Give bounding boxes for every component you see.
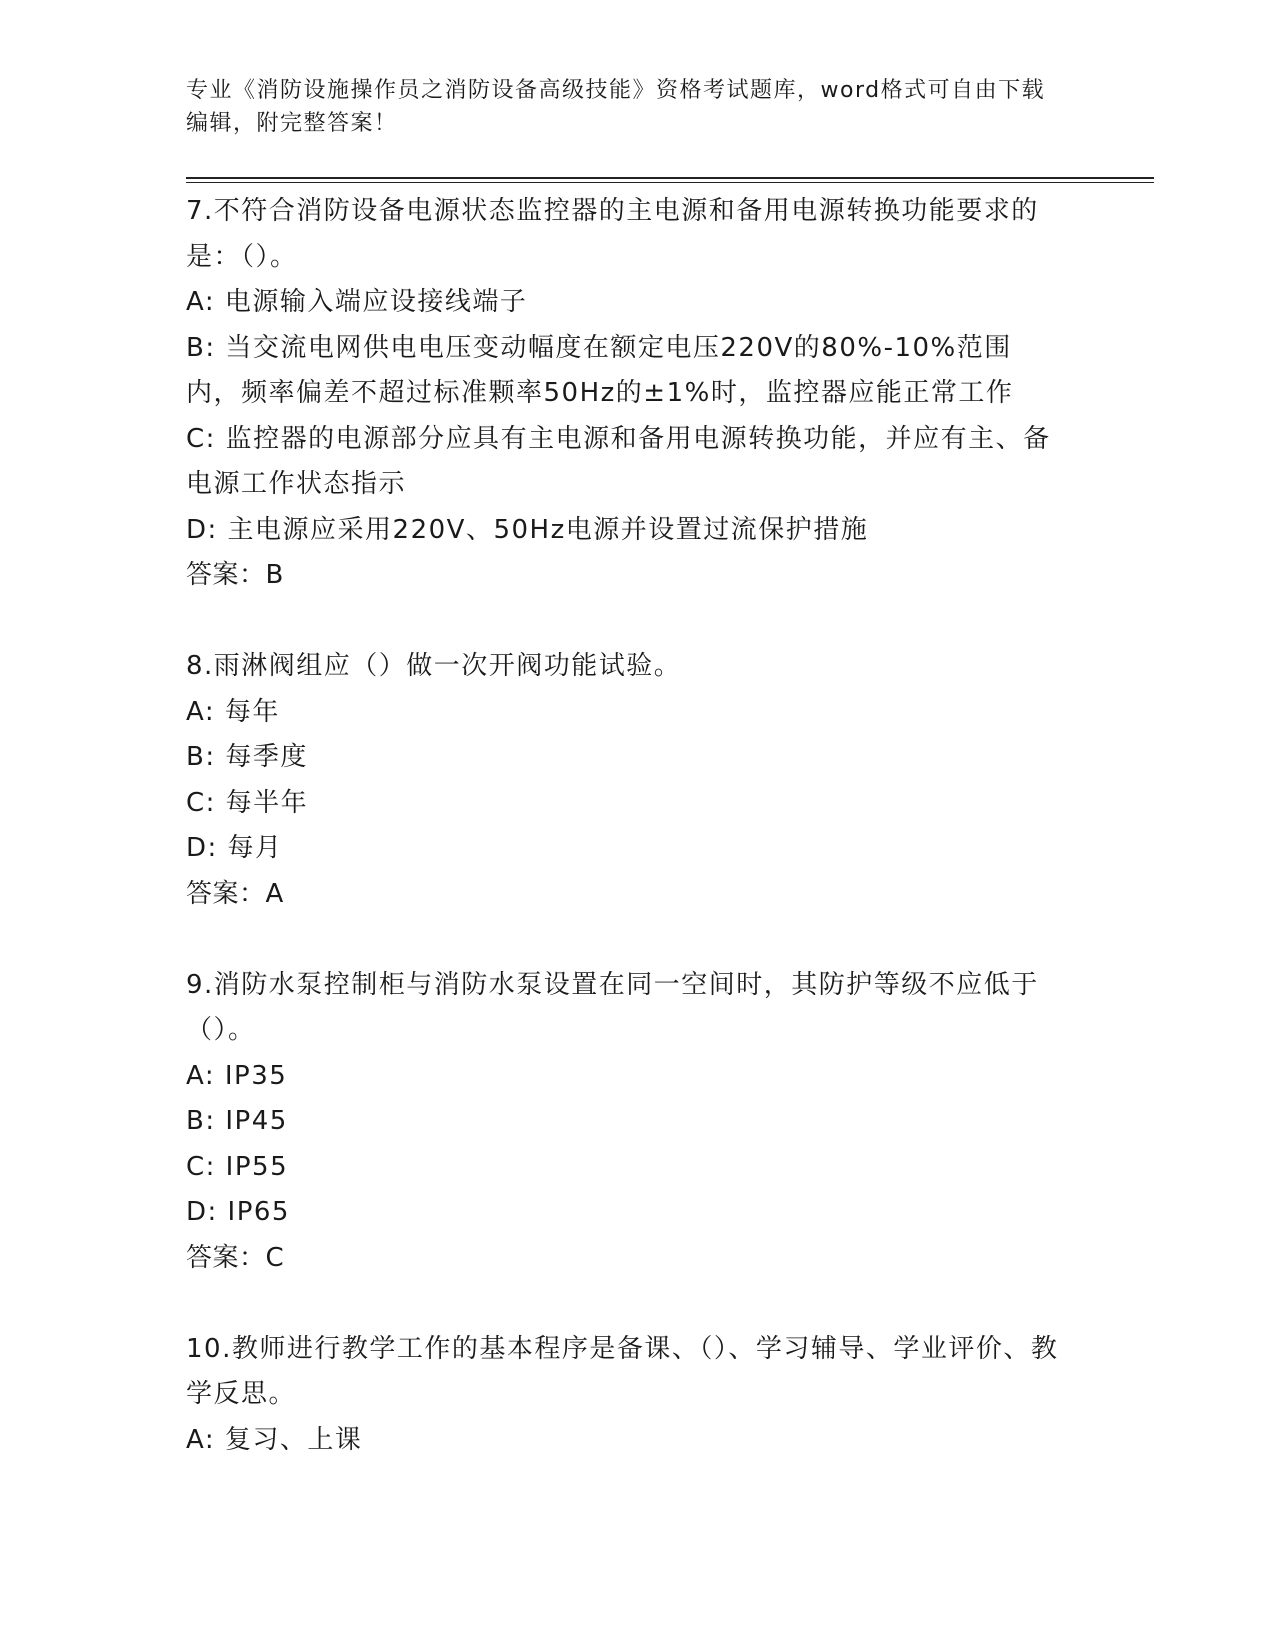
question-stem: 9.消防水泵控制柜与消防水泵设置在同一空间时，其防护等级不应低于（）。 — [186, 969, 1039, 1045]
option-c: C: IP55 — [186, 1151, 289, 1182]
option-a: A: IP35 — [186, 1060, 288, 1091]
option-c: C: 每半年 — [186, 787, 309, 818]
question-stem: 10.教师进行教学工作的基本程序是备课、（）、学习辅导、学业评价、教学反思。 — [186, 1333, 1059, 1409]
option-b: B: 当交流电网供电电压变动幅度在额定电压220V的80%-10%范围内，频率偏差不超过标准颗率50Hz的±1%时，监控器应能正常工作 — [186, 332, 1014, 408]
header-divider-thin — [186, 182, 1154, 183]
option-d: D: 每月 — [186, 833, 283, 863]
option-a: A: 每年 — [186, 696, 280, 727]
question-9 — [186, 963, 1066, 1282]
document-header: 专业《消防设施操作员之消防设备高级技能》资格考试题库，word格式可自由下载编辑，附完整答案！ — [186, 78, 1046, 136]
option-b: B: 每季度 — [186, 742, 308, 772]
answer: 答案：C — [186, 1242, 285, 1273]
question-8 — [186, 644, 1066, 917]
option-c: C: 监控器的电源部分应具有主电源和备用电源转换功能，并应有主、备电源工作状态指示 — [186, 423, 1051, 499]
option-d: D: 主电源应采用220V、50Hz电源并设置过流保护措施 — [186, 514, 869, 545]
option-a: A: 复习、上课 — [186, 1424, 363, 1455]
question-list — [186, 189, 1066, 1463]
question-7 — [186, 189, 1066, 599]
option-a: A: 电源输入端应设接线端子 — [186, 287, 528, 317]
option-b: B: IP45 — [186, 1106, 288, 1136]
question-stem: 7.不符合消防设备电源状态监控器的主电源和备用电源转换功能要求的是：（）。 — [186, 196, 1039, 272]
option-d: D: IP65 — [186, 1197, 290, 1227]
question-stem: 8.雨淋阀组应（）做一次开阀功能试验。 — [186, 651, 682, 681]
answer: 答案：B — [186, 560, 284, 590]
question-10 — [186, 1327, 1066, 1464]
header-divider-thick — [186, 177, 1154, 179]
answer: 答案：A — [186, 878, 284, 909]
